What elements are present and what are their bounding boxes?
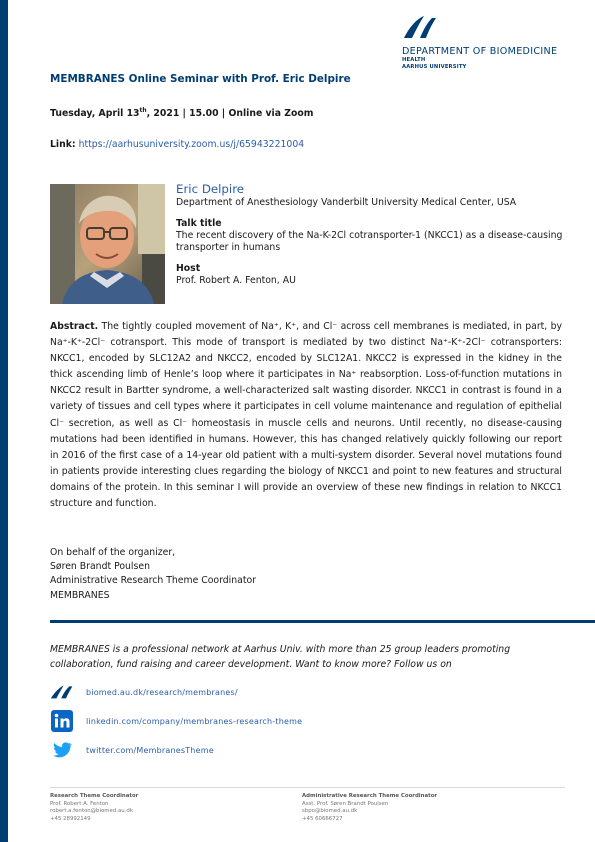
- speaker-portrait-image: [50, 184, 165, 304]
- talk-title-label: Talk title: [176, 218, 222, 229]
- speaker-info: [176, 182, 571, 287]
- website-link-text[interactable]: biomed.au.dk/research/membranes/: [86, 687, 238, 697]
- footer-divider: [50, 620, 595, 623]
- link-label: Link:: [50, 139, 76, 150]
- speaker-photo: [50, 184, 165, 304]
- left-accent-stripe: [0, 0, 8, 842]
- contact-name: Prof. Robert A. Fenton: [50, 800, 109, 807]
- network-description: MEMBRANES is a professional network at Aarhus Univ. with more than 25 group leaders promoting collaboration, fund raising and career development. Want to know more? Follow us on: [50, 644, 511, 670]
- contact-footer: [50, 787, 565, 822]
- abstract-label: Abstract.: [50, 321, 99, 332]
- department-faculty: HEALTH: [402, 57, 426, 63]
- twitter-icon: [50, 738, 74, 762]
- header-logo-block: [402, 14, 582, 70]
- zoom-link[interactable]: https://aarhusuniversity.zoom.us/j/65943221004: [78, 139, 305, 150]
- speaker-name: Eric Delpire: [176, 182, 245, 196]
- talk-title: The recent discovery of the Na-K-2Cl cotransporter-1 (NKCC1) as a disease-causing transporter in humans: [176, 230, 563, 253]
- department-university: AARHUS UNIVERSITY: [402, 63, 467, 70]
- seminar-title: MEMBRANES Online Seminar with Prof. Eric Delpire: [50, 73, 351, 85]
- social-link-linkedin[interactable]: [50, 709, 550, 733]
- social-link-twitter[interactable]: [50, 738, 550, 762]
- signoff-block: [50, 546, 256, 603]
- organizer-group: MEMBRANES: [50, 589, 110, 601]
- contact-research-coordinator: [50, 793, 138, 823]
- social-link-website[interactable]: [50, 680, 550, 704]
- organizer-name: Søren Brandt Poulsen: [50, 561, 150, 573]
- contact-admin-coordinator: [302, 793, 437, 823]
- abstract-text: The tightly coupled movement of Na⁺, K⁺, and Cl⁻ across cell membranes is mediated, in part, by Na⁺-K⁺-2Cl⁻ cotransport. This mode of transport is mediated by two distinct Na⁺-K⁺-2Cl⁻ cotransporters: NKCC1, encoded by SLC12A2 and NKCC2, encoded by SLC12A1. NKCC2 is expressed in the kidney in the thick ascending limb of Henle’s loop where it participates in Na⁺ reabsorption. Loss-of-function mutations in NKCC2 result in Bartter syndrome, a well-characterized salt wasting disorder. NKCC1 in contrast is found in a variety of tissues and cell types where it participates in cell volume maintenance and regulation of epithelial Cl⁻ secretion, as well as Cl⁻ homeostasis in muscle cells and neurons. Until recently, no disease-causing mutations had been identified in humans. However, this has changed relatively quickly following our report in 2016 of the first case of a 14-year old patient with a multi-system disorder. Several novel mutations found in patients provide interesting clues regarding the biology of NKCC1 and point to new features and structural domains of the protein. In this seminar I will provide an overview of these new findings in relation to NKCC1 structure and function.: [50, 321, 562, 510]
- seminar-date: Tuesday, April 13th, 2021 | 15.00 | Online via Zoom: [50, 107, 314, 120]
- aarhus-university-logo-icon: [402, 14, 438, 40]
- contact-title: Research Theme Coordinator: [50, 793, 139, 799]
- linkedin-icon: [50, 709, 74, 733]
- twitter-link-text[interactable]: twitter.com/MembranesTheme: [86, 745, 214, 755]
- host-name: Prof. Robert A. Fenton, AU: [176, 275, 296, 286]
- abstract-paragraph: [50, 319, 562, 512]
- organizer-role: Administrative Research Theme Coordinator: [50, 575, 257, 587]
- host-label: Host: [176, 263, 201, 274]
- contact-phone: +45 28992149: [50, 815, 91, 822]
- speaker-affiliation: Department of Anesthesiology Vanderbilt University Medical Center, USA: [176, 197, 517, 208]
- contact-phone: +45 60666727: [302, 815, 343, 822]
- au-logo-icon: [50, 680, 74, 704]
- contact-title: Administrative Research Theme Coordinator: [302, 793, 438, 799]
- contact-name: Asst. Prof. Søren Brandt Poulsen: [302, 800, 389, 807]
- department-name: DEPARTMENT OF BIOMEDICINE: [402, 46, 558, 57]
- contact-email[interactable]: robert.a.fenton@biomed.au.dk: [50, 808, 133, 815]
- contact-email[interactable]: sbpo@biomed.au.dk: [302, 808, 358, 815]
- signoff-line: On behalf of the organizer,: [50, 547, 176, 558]
- linkedin-link-text[interactable]: linkedin.com/company/membranes-research-theme: [86, 716, 303, 726]
- zoom-link-line: [50, 139, 304, 150]
